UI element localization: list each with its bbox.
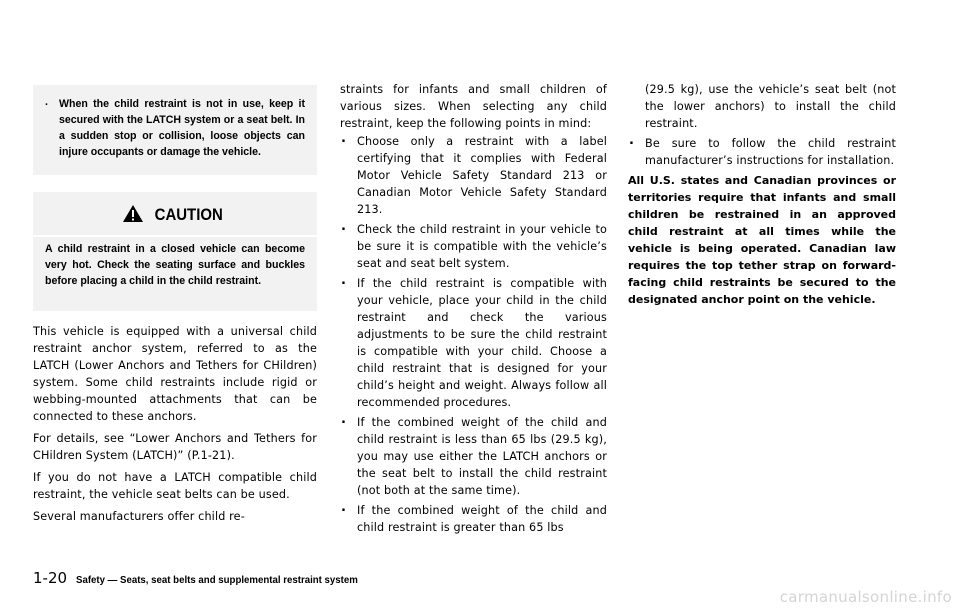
paragraph: For details, see “Lower Anchors and Tethers for CHildren System (LATCH)” (P.1-21).	[33, 432, 317, 462]
paragraph: Several manufacturers offer child re-	[33, 510, 245, 523]
caution-divider	[33, 235, 317, 237]
section-title: Safety — Seats, seat belts and supplemental restraint system	[76, 574, 358, 586]
bullet-list	[340, 133, 607, 536]
warning-item: . When the child restraint is not in use, keep it secured with the LATCH system or a seat belt. In a sudden stop or collision, loose objects can injure occupants or damage the vehicle.	[59, 96, 305, 160]
caution-box	[33, 192, 317, 311]
warning-list	[33, 85, 317, 160]
list-item: . If the combined weight of the child and child restraint is greater than 65 lbs	[340, 502, 607, 536]
column-2	[340, 81, 607, 536]
legal-requirement-paragraph: All U.S. states and Canadian provinces or territories require that infants and small children be restrained in an approved child restraint at all times while the vehicle is being operated. Canadian law requires the top tether strap on forward-facing child restraints be secured to the designated anchor point on the vehicle.	[628, 174, 896, 306]
warning-box	[33, 85, 317, 175]
caution-title: CAUTION	[154, 205, 224, 224]
paragraph: If you do not have a LATCH compatible child restraint, the vehicle seat belts can be used.	[33, 471, 317, 501]
caution-header	[33, 202, 317, 228]
caution-text: A child restraint in a closed vehicle can become very hot. Check the seating surface and buckles before placing a child in the child restraint.	[45, 243, 305, 287]
list-item: . If the combined weight of the child and child restraint is less than 65 lbs (29.5 kg), you may use either the LATCH anchors or the seat belt to install the child restraint (not both at the same time).	[340, 414, 607, 499]
list-item: . Check the child restraint in your vehicle to be sure it is compatible with the vehicle’s seat and seat belt system.	[340, 221, 607, 272]
column-3	[628, 81, 896, 313]
page-footer	[33, 569, 382, 587]
list-item-continuation: (29.5 kg), use the vehicle’s seat belt (not the lower anchors) to install the child restraint.	[645, 83, 896, 130]
list-item: . Be sure to follow the child restraint manufacturer’s instructions for installation.	[628, 135, 896, 169]
warning-triangle-icon	[122, 204, 144, 227]
watermark: carmanualsonline.info	[779, 588, 952, 606]
list-item: . If the child restraint is compatible with your vehicle, place your child in the child restraint and check the various adjustments to be sure the child restraint is compatible with your child. Choose a child restraint that is designed for your child’s height and weight. Always follow all recommended procedures.	[340, 275, 607, 411]
column-1	[33, 323, 317, 530]
paragraph: straints for infants and small children of various sizes. When selecting any child restraint, keep the following points in mind:	[340, 83, 607, 130]
paragraph: This vehicle is equipped with a universal child restraint anchor system, referred to as the LATCH (Lower Anchors and Tethers for CHildren) system. Some child restraints include rigid or webbing-mounted attachments that can be connected to these anchors.	[33, 325, 317, 423]
page-number: 1-20	[33, 569, 68, 587]
bullet-list	[628, 81, 896, 169]
list-item: . Choose only a restraint with a label certifying that it complies with Federal Motor Vehicle Safety Standard 213 or Canadian Motor Vehicle Safety Standard 213.	[340, 133, 607, 218]
